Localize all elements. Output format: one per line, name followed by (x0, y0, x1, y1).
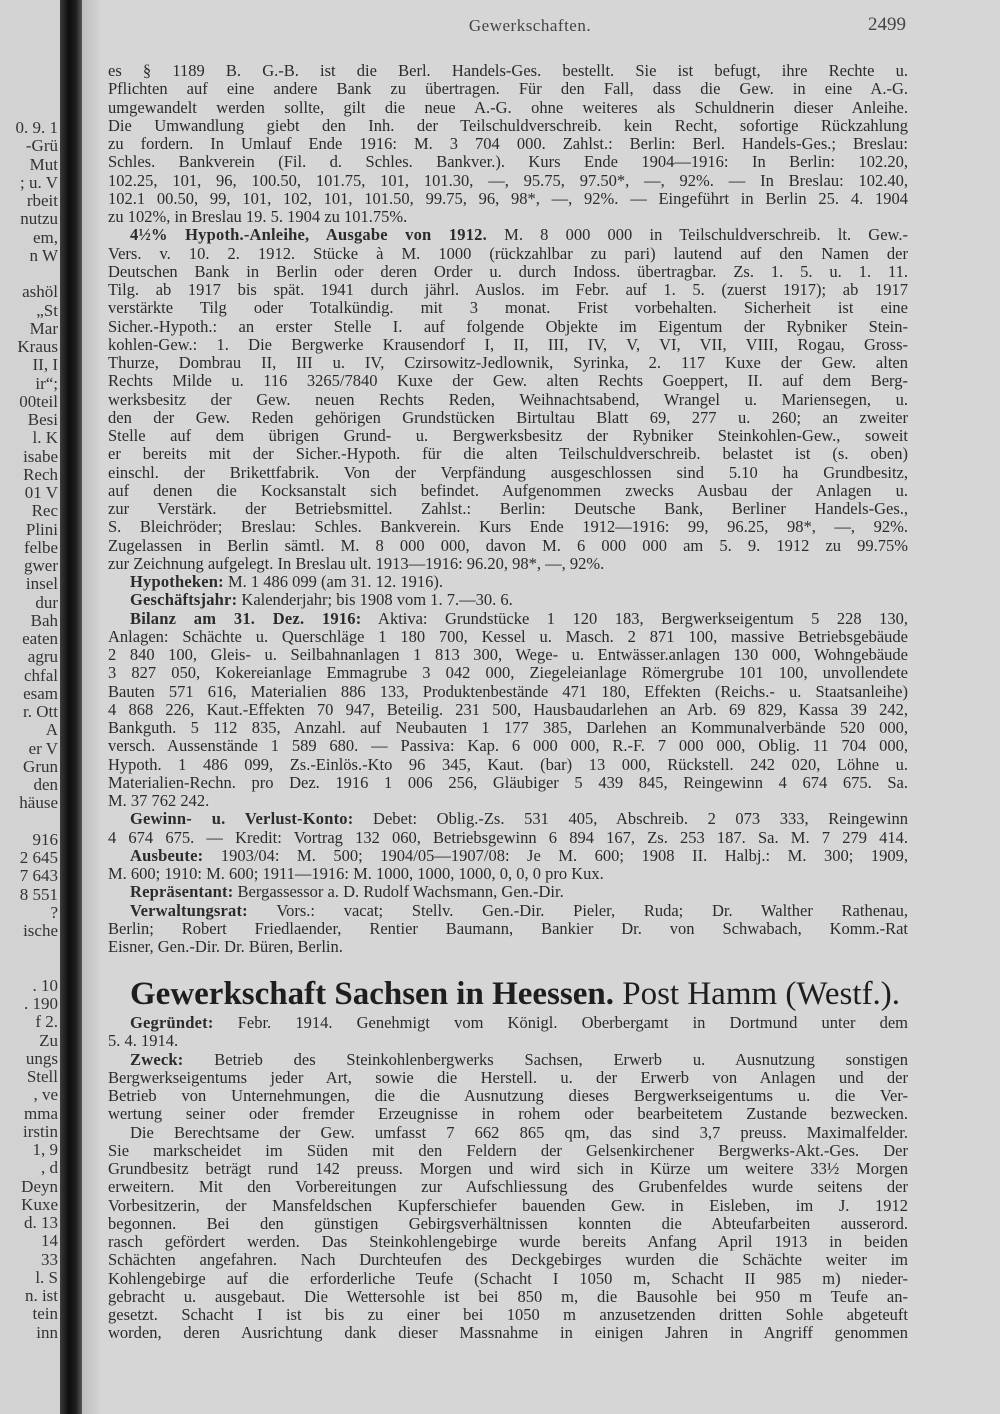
facing-page-fragment: mma (24, 1103, 58, 1123)
line-text: umgewandelt werden sollte, gilt die neue A.-G. ohne weiteres als Schuldnerin dieser Anleihe. (108, 98, 908, 117)
text-line (108, 573, 908, 591)
text-line (108, 1105, 908, 1123)
line-text: Febr. 1914. Genehmigt vom Königl. Oberbergamt in Dortmund unter dem (213, 1014, 908, 1032)
facing-page-fragment: Rec (31, 501, 58, 521)
text-line (108, 99, 908, 117)
text-line (108, 938, 908, 956)
entry-heading: 4½% Hypoth.-Anleihe, Ausgabe von 1912. (130, 226, 487, 245)
entry-heading: Hypotheken: (130, 573, 224, 591)
line-text: Hypoth. 1 486 099, Zs.-Einlös.-Kto 96 345, Kaut. (bar) 13 000, Rückstell. 242 020, Löhne u. (108, 755, 908, 774)
line-text: Schles. Bankverein (Fil. d. Schles. Bankver.). Kurs Ende 1904—1916: In Berlin: 102.20, (108, 153, 908, 172)
text-line (108, 610, 908, 628)
text-line (108, 245, 908, 263)
company-location: Post Hamm (Westf.). (613, 976, 901, 1012)
line-text: 1903/04: M. 500; 1904/05—1907/08: Je M. 600; 1908 II. Halbj.: M. 300; 1909, (203, 846, 908, 865)
line-text: auf denen die Kocksanstalt sich befindet. Aufgenommen zwecks Ausbau der Anlagen u. (108, 481, 908, 500)
text-line (108, 847, 908, 865)
facing-page-fragment: felbe (24, 537, 58, 557)
text-line (108, 135, 908, 153)
line-text: Vers. v. 10. 2. 1912. Stücke à M. 1000 (rückzahlbar zu pari) lautend auf den Namen der (108, 244, 908, 263)
facing-page-fragment: ungs (25, 1048, 58, 1068)
line-text: Betrieb des Steinkohlenbergwerks Sachsen, Erwerb u. Ausnutzung sonstigen (183, 1050, 908, 1069)
text-line (108, 1270, 908, 1288)
facing-page-fragment: „St (36, 300, 58, 320)
facing-page-fragment: 2 645 (19, 848, 58, 867)
text-line (108, 646, 908, 664)
company-heading (130, 975, 901, 1013)
text-line (108, 153, 908, 171)
text-line (108, 482, 908, 500)
text-line (108, 80, 908, 98)
line-text: begonnen. Bei den günstigen Gebirgsverhältnissen konnten die Abteufarbeiten ausserord. (108, 1214, 908, 1233)
line-text: kohlen-Gew.: 1. Die Bergwerke Krausendorf I, II, III, IV, V, VI, VII, VIII, Rogau, Gross- (108, 335, 908, 354)
line-text: Bauten 571 616, Materialien 886 133, Produktenbestände 471 180, Effekten (Reichs.- u. Staatsanleihe) (108, 682, 908, 701)
line-text: rasch gefördert werden. Das Steinkohlengebirge wurde bereits Anfang April 1913 in beiden (108, 1233, 908, 1251)
line-text: Kalenderjahr; bis 1908 vom 1. 7.—30. 6. (237, 591, 513, 610)
entry-heading: Zweck: (130, 1050, 184, 1069)
text-line (108, 354, 908, 372)
line-text: versch. Aussenstände 1 589 680. — Passiva: Kap. 6 000 000, R.-F. 7 000 000, Oblig. 11 704 000, (108, 737, 908, 756)
facing-page-fragment: nutzu (20, 209, 58, 229)
text-line (108, 829, 908, 847)
line-text: 2 840 100, Gleis- u. Seilbahnanlagen 1 813 300, Wege- u. Entwässer.anlagen 130 000, Wohngebäude (108, 646, 908, 664)
text-line (108, 172, 908, 190)
facing-page-fragment: 0. 9. 1 (15, 118, 58, 137)
line-text: Vors.: vacat; Stellv. Gen.-Dir. Pieler, Ruda; Dr. Walther Rathenau, (247, 901, 908, 920)
facing-page-fragment: ir“; (35, 373, 58, 393)
text-line (108, 208, 908, 226)
line-text: er bereits mit der Sicher.-Hypoth. für die alten Teilschuldverschreib. belastet ist (s. oben) (108, 445, 908, 464)
text-line (108, 372, 908, 390)
text-line (108, 883, 908, 901)
text-line (108, 555, 908, 573)
running-title: Gewerkschaften. (468, 16, 592, 35)
line-text: Stelle auf dem übrigen Grund- u. Bergwerksbesitz der Rybniker Steinkohlen-Gew., soweit (108, 427, 908, 445)
line-text: werksbesitz der Gew. neuen Rechts Reden, Weihnachtsabend, Wrangel u. Mariensegen, u. (108, 390, 908, 409)
text-line (108, 336, 908, 354)
facing-page-fragment: Bah (30, 610, 58, 630)
text-line (108, 1306, 908, 1324)
text-line (108, 902, 908, 920)
text-line (108, 1014, 908, 1032)
line-text: verstärkte Tilg oder Totalkündig. mit 3 monat. Frist vorbehalten. Sicherheit ist eine (108, 299, 908, 318)
line-text: Thurze, Dombrau II, III u. IV, Czirsowitz-Jedlownik, Syrinka, 2. 117 Kuxe der Gew. alten (108, 354, 908, 372)
line-text: zu 102%, in Breslau 19. 5. 1904 zu 101.75%. (108, 208, 408, 226)
facing-page-fragment: Zu (39, 1030, 58, 1050)
facing-page-edge (0, 0, 60, 1414)
entry-heading: Verwaltungsrat: (130, 901, 248, 920)
page-number: 2499 (868, 14, 906, 35)
text-line (108, 1215, 908, 1233)
text-line (108, 62, 908, 80)
line-text: einschl. der Brikettfabrik. Von der Verpfändung ausgeschlossen sind 5.10 ha Grundbesitz, (108, 463, 908, 482)
text-line (108, 1197, 908, 1215)
line-text: 5. 4. 1914. (108, 1032, 179, 1051)
text-line (108, 756, 908, 774)
facing-page-fragment: 1, 9 (32, 1140, 58, 1159)
text-line (108, 1032, 908, 1050)
line-text: Die Umwandlung giebt den Inh. der Teilschuldverschreib. kein Recht, sofortige Rückzahlung (108, 116, 908, 135)
facing-page-fragment: 916 (32, 829, 58, 849)
facing-page-fragment: ? (50, 902, 58, 922)
facing-page-fragment: eaten (22, 629, 58, 648)
facing-page-fragment: esam (23, 683, 58, 703)
facing-page-fragment: Kraus (17, 337, 58, 356)
facing-page-fragment: 01 V (24, 483, 58, 502)
page-gutter (82, 0, 102, 1414)
facing-page-fragment: Stell (26, 1067, 58, 1086)
facing-page-fragment: em, (32, 227, 58, 247)
facing-page-fragment: -Grü (25, 136, 58, 156)
line-text: zur Zeichnung aufgelegt. In Breslau ult. 1913—1916: 96.20, 98*, —, 92%. (108, 554, 605, 573)
facing-page-fragment: rbeit (26, 191, 58, 210)
line-text: M. 8 000 000 in Teilschuldverschreib. lt. Gew.- (486, 226, 908, 245)
facing-page-fragment: 33 (41, 1249, 58, 1269)
line-text: zu fordern. In Umlauf Ende 1916: M. 3 704 000. Zahlst.: Berlin: Berl. Handels-Ges.; Breslau: (108, 135, 908, 153)
text-line (108, 792, 908, 810)
facing-page-fragment: agru (27, 647, 58, 667)
text-line (108, 226, 908, 244)
facing-page-fragment: f 2. (35, 1012, 58, 1032)
text-line (108, 537, 908, 555)
line-text: S. Bleichröder; Breslau: Schles. Bankverein. Kurs Ende 1912—1916: 99, 96.25, 98*, —, 92%. (108, 518, 908, 537)
text-line (108, 1251, 908, 1269)
text-line (108, 1087, 908, 1105)
company-name: Gewerkschaft Sachsen in Heessen. (130, 976, 614, 1012)
facing-page-fragment: isabe (23, 446, 58, 466)
text-line (108, 464, 908, 482)
facing-page-fragment: A (45, 720, 58, 740)
facing-page-fragment: n W (29, 245, 58, 265)
text-line (108, 1051, 908, 1069)
entry-heading: Bilanz am 31. Dez. 1916: (130, 609, 362, 628)
line-text: Anlagen: Schächte u. Querschläge 1 180 700, Kessel u. Masch. 2 871 100, massive Betriebsgebäude (108, 627, 908, 646)
text-line (108, 117, 908, 135)
text-line (108, 774, 908, 792)
facing-page-fragment: insel (25, 574, 58, 594)
facing-page-fragment: den (33, 775, 58, 794)
book-binding-shadow (60, 0, 82, 1414)
line-text: 4 868 226, Kaut.-Effekten 70 947, Beteilig. 231 500, Hausbaudarlehen an Arb. 69 829, Kassa 39 242, (108, 700, 908, 719)
facing-page-fragment: irstin (23, 1121, 58, 1141)
line-text: Betrieb von Unternehmungen, die die Ausnutzung dieses Bergwerkseigentums u. die Ver- (108, 1087, 908, 1105)
facing-page-fragment: 7 643 (19, 866, 58, 886)
facing-page-fragment: II, I (32, 355, 58, 375)
line-text: Materialien-Rechn. pro Dez. 1916 1 006 256, Gläubiger 5 439 845, Reingewinn 4 674 675. Sa. (108, 773, 908, 792)
text-line (108, 1124, 908, 1142)
facing-page-fragment: Deyn (21, 1176, 58, 1196)
line-text: 4 674 675. — Kredit: Vortrag 132 060, Betriebsgewinn 6 894 167, Zs. 253 187. Sa. M. 7 279 414. (108, 828, 908, 847)
text-line (108, 701, 908, 719)
facing-page-fragment: n. ist (24, 1286, 58, 1305)
text-line (108, 1069, 908, 1087)
line-text: wertung seiner oder fremder Erzeugnisse in rohem oder bearbeitetem Zustande bezwecken. (108, 1105, 908, 1124)
text-line (108, 318, 908, 336)
facing-page-fragment: ische (23, 921, 58, 940)
line-text: Sicher.-Hypoth.: an erster Stelle I. auf folgende Objekte im Eigentum der Rybniker Stein- (108, 317, 908, 336)
facing-page-fragment: tein (32, 1304, 58, 1324)
facing-page-fragment: l. S (35, 1267, 58, 1287)
facing-page-fragment: chfal (24, 665, 58, 685)
line-text: den der Gew. Reden gehörigen Grundstücken Birtultau Blatt 69, 277 u. 260; an zweiter (108, 408, 908, 427)
line-text: Bankguth. 5 112 835, Anzahl. auf Neubauten 1 177 385, Darlehen an Kommunalverbände 520 000, (108, 719, 908, 737)
line-text: Kohlengebirge auf die erforderliche Teufe (Schacht I 1050 m, Schacht II 985 m) nieder- (108, 1269, 908, 1288)
line-text: Tilg. ab 1917 bis spät. 1941 durch jährl. Auslos. im Febr. auf 1. 5. (zuerst 1917); ab 1917 (108, 281, 908, 299)
line-text: Sie markscheidet im Süden mit den Feldern der Gelsenkirchener Bergwerks-Akt.-Ges. Der (108, 1141, 908, 1160)
facing-page-fragment: inn (36, 1322, 58, 1342)
text-line (108, 1178, 908, 1196)
facing-page-fragment: Grun (23, 756, 58, 776)
line-text: Schächten angefahren. Nach Durchteufen des Deckgebirges wurden die Schächte weiter im (108, 1251, 908, 1270)
facing-page-fragment: er V (28, 738, 58, 758)
facing-page-fragment: , ve (33, 1085, 58, 1105)
text-line (108, 1142, 908, 1160)
text-line (108, 391, 908, 409)
line-text: Berlin; Robert Friedlaender, Rentier Baumann, Bankier Dr. von Schwabach, Komm.-Rat (108, 919, 908, 938)
text-line (108, 518, 908, 536)
text-line (108, 1160, 908, 1178)
text-line (108, 1233, 908, 1251)
line-text: gesetzt. Schacht I ist bis zu einer bei 1050 m anzusetzenden dritten Sohle abgeteuft (108, 1306, 908, 1324)
facing-page-fragment: Mut (29, 154, 58, 174)
section-previous-company-continued (108, 62, 908, 956)
facing-page-fragment: Besi (27, 410, 58, 429)
text-line (108, 920, 908, 938)
text-line (108, 299, 908, 317)
line-text: es § 1189 B. G.-B. ist die Berl. Handels-Ges. bestellt. Sie ist befugt, ihre Rechte u. (108, 62, 908, 80)
facing-page-fragment: . 10 (32, 975, 58, 995)
line-text: Bergassessor a. D. Rudolf Wachsmann, Gen.-Dir. (233, 883, 564, 902)
text-line (108, 664, 908, 682)
line-text: zur Verstärk. der Betriebsmittel. Zahlst.: Berlin: Deutsche Bank, Berliner Handels-Ges., (108, 500, 908, 518)
line-text: 102.25, 101, 96, 100.50, 101.75, 101, 101.30, —, 95.75, 97.50*, —, 92%. — In Breslau: 102.40, (108, 171, 908, 190)
entry-heading: Gewinn- u. Verlust-Konto: (130, 810, 354, 829)
entry-heading: Geschäftsjahr: (130, 591, 238, 610)
text-line (108, 1288, 908, 1306)
text-line (108, 591, 908, 609)
facing-page-fragment: 8 551 (19, 884, 58, 904)
line-text: Eisner, Gen.-Dir. Dr. Büren, Berlin. (108, 938, 343, 956)
text-line (108, 737, 908, 755)
entry-heading: Repräsentant: (130, 883, 234, 902)
line-text: erweitern. Mit den Vorbereitungen zur Aufschliessung des Grubenfeldes wurde seitens der (108, 1178, 908, 1197)
facing-page-fragment: gwer (24, 556, 58, 575)
facing-page-fragment: . 190 (24, 994, 58, 1013)
text-line (108, 719, 908, 737)
entry-heading: Ausbeute: (130, 846, 204, 865)
facing-page-fragment: dur (35, 592, 58, 612)
text-line (108, 263, 908, 281)
section-gewerkschaft-sachsen (108, 1014, 908, 1343)
line-text: M. 1 486 099 (am 31. 12. 1916). (223, 573, 443, 591)
facing-page-fragment: Plini (25, 519, 58, 539)
text-line (108, 628, 908, 646)
line-text: Rechts Milde u. 116 3265/7840 Kuxe der Gew. alten Rechts Goeppert, II. auf dem Berg- (108, 372, 908, 391)
text-line (108, 1324, 908, 1342)
facing-page-fragment: Kuxe (21, 1194, 58, 1214)
line-text: M. 600; 1910: M. 600; 1911—1916: M. 1000, 1000, 1000, 0, 0, 0 pro Kux. (108, 865, 604, 883)
facing-page-fragment: 14 (41, 1231, 58, 1251)
text-line (108, 445, 908, 463)
facing-page-fragment: d. 13 (24, 1213, 58, 1232)
text-line (108, 683, 908, 701)
line-text: M. 37 762 242. (108, 792, 210, 810)
line-text: Aktiva: Grundstücke 1 120 183, Bergwerkseigentum 5 228 130, (361, 609, 908, 628)
line-text: Bergwerkseigentums jeder Art, sowie die Herstell. u. der Erwerb von Anlagen und der (108, 1068, 908, 1087)
entry-heading: Gegründet: (130, 1014, 214, 1032)
facing-page-fragment: häuse (19, 793, 58, 813)
text-line (108, 281, 908, 299)
line-text: Vorbesitzerin, der Mansfeldschen Kupferschiefer bauenden Gew. in Eisleben, im J. 1912 (108, 1196, 908, 1215)
text-line (108, 500, 908, 518)
facing-page-fragment: Rech (23, 464, 58, 484)
facing-page-fragment: 00teil (19, 391, 58, 411)
text-line (108, 427, 908, 445)
line-text: 3 827 050, Kokereianlage Emmagrube 3 042 000, Ziegeleianlage Römergrube 101 100, unvollendete (108, 664, 908, 683)
facing-page-fragment: l. K (32, 428, 58, 448)
line-text: Grundbesitz beträgt rund 142 preuss. Morgen und wird sich in Kürze um weitere 33½ Morgen (108, 1160, 908, 1178)
line-text: 102.1 00.50, 99, 101, 102, 101, 101.50, 99.75, 96, 98*, —, 92%. — Eingeführt in Berlin 25. 4. 1904 (108, 189, 908, 208)
line-text: Zugelassen in Berlin sämtl. M. 8 000 000, davon M. 6 000 000 am 5. 9. 1912 zu 99.75% (108, 536, 908, 555)
line-text: Debet: Oblig.-Zs. 531 405, Abschreib. 2 073 333, Reingewinn (353, 810, 908, 829)
facing-page-fragment: r. Ott (23, 702, 58, 721)
text-line (108, 190, 908, 208)
text-line (108, 810, 908, 828)
line-text: Die Berechtsame der Gew. umfasst 7 662 865 qm, das sind 3,7 preuss. Maximalfelder. (130, 1123, 908, 1142)
line-text: Deutschen Bank in Berlin oder deren Order u. durch Indoss. übertragbar. Zs. 1. 5. u. 1. 11. (108, 262, 908, 281)
text-line (108, 865, 908, 883)
facing-page-fragment: ; u. V (20, 172, 58, 192)
facing-page-fragment: ashöl (22, 282, 58, 302)
facing-page-fragment: , d (41, 1158, 58, 1178)
line-text: worden, deren Ausrichtung dank dieser Massnahme in einigen Jahren in Angriff genommen (108, 1324, 908, 1343)
line-text: Pflichten auf eine andere Bank zu übertragen. Für den Fall, dass die Gew. in eine A.-G. (108, 80, 908, 99)
facing-page-fragment: Mar (29, 318, 58, 338)
text-line (108, 409, 908, 427)
line-text: gebracht u. ausgebaut. Die Wettersohle ist bei 850 m, die Bausohle bei 950 m Teufe an- (108, 1287, 908, 1306)
